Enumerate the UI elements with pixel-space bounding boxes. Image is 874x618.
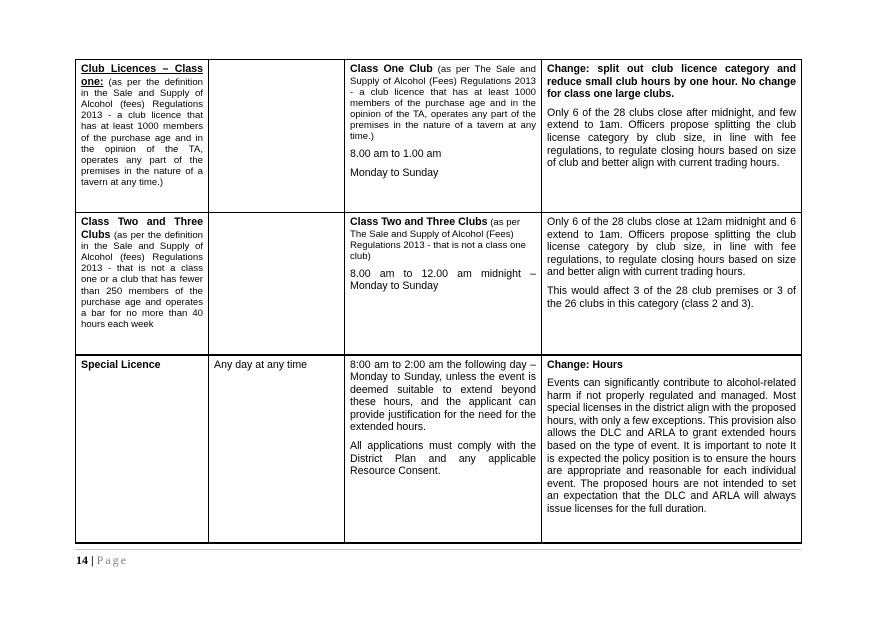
current-hours-cell: [209, 60, 345, 213]
licence-type-cell: [76, 60, 209, 213]
change-text-2: This would affect 3 of the 28 club premises or 3 of the 26 clubs in this category (class 2 and 3).: [547, 284, 796, 310]
change-cell: [542, 213, 802, 355]
licence-type-name: Special Licence: [81, 358, 161, 371]
change-text: Only 6 of the 28 clubs close after midnight, and few extend to 1am. Officers propose splitting the club license category by club size, in line with fee regulations, to regulate closing hours based on size of club and better align with current trading hours.: [547, 106, 796, 170]
change-cell: [542, 60, 802, 213]
table-row: [76, 213, 802, 355]
page-footer: [76, 553, 128, 568]
proposed-licence-name: Class Two and Three Clubs: [350, 216, 488, 228]
page-separator: |: [91, 553, 94, 567]
page-word: Page: [96, 553, 128, 567]
licence-type-cell: [76, 355, 209, 543]
footer-divider: [75, 549, 801, 550]
proposed-definition: (as per The Sale and Supply of Alcohol (Fees) Regulations 2013 - that is not a class one club): [350, 217, 526, 262]
change-cell: [542, 355, 802, 543]
proposed-hours-cell: [345, 213, 542, 355]
proposed-text: 8:00 am to 2:00 am the following day – Monday to Sunday, unless the event is deemed suitable to extend beyond these hours, and the applicant can provide justification for the need for the extended hours.: [350, 358, 536, 434]
licence-type-definition: (as per the definition in the Sale and Supply of Alcohol (fees) Regulations 2013 - that is not a class one or a club that has fewer than 250 members of the purchase age and operates a bar for no more than 40 hours each week: [81, 229, 203, 330]
proposed-definition: (as per The Sale and Supply of Alcohol (Fees) Regulations 2013 - a club licence that has at least 1000 members of the purchase age and in the opinion of the TA, operates any part of the premises in the nature of a tavern at any time.): [350, 64, 537, 143]
licence-type-name: Class Two and Three Clubs: [81, 216, 203, 241]
change-text: Only 6 of the 28 clubs close at 12am midnight and 6 extend to 1am. Officers propose splitting the club license category by club size, in line with fee regulations, to regulate closing hours based on size and better align with current trading hours.: [547, 216, 796, 279]
proposed-licence-name: Class One Club: [350, 63, 433, 75]
proposed-hours-cell: [345, 60, 542, 213]
current-hours: Any day at any time: [214, 358, 308, 371]
table-row: [76, 355, 802, 543]
licence-type-definition: (as per the definition in the Sale and Supply of Alcohol (fees) Regulations 2013 - a club licence that has at least 1000 members of the purchase age and in the opinion of the TA, operates any part of the premises in the nature of a tavern at any time.): [81, 76, 203, 188]
change-heading: Change: Hours: [547, 358, 623, 371]
licence-type-cell: [76, 213, 209, 355]
current-hours-cell: [209, 355, 345, 543]
current-hours-cell: [209, 213, 345, 355]
proposed-hours: 8.00 am to 1.00 am: [350, 148, 442, 161]
proposed-hours-cell: [345, 355, 542, 543]
change-text: Events can significantly contribute to alcohol-related harm if not properly regulated and managed. Most special licenses in the district align with the proposed hours, with only a few exceptions. This provision also allows the DLC and ARLA to grant extended hours based on the type of event. It is important to note It is expected the policy position is to ensure the hours are appropriate and reasonable for each individual event. The proposed hours are not intended to set an expectation that the DLC and ARLA will always issue licenses for the full duration.: [547, 377, 796, 516]
table-row: [76, 60, 802, 213]
page-number: 14: [76, 553, 88, 567]
proposed-text-2: All applications must comply with the District Plan and any applicable Resource Consent.: [350, 440, 536, 478]
licence-type-name: Club Licences – Class one:: [81, 63, 203, 88]
change-heading: Change: split out club licence category and reduce small club hours by one hour. No change for class one large clubs.: [547, 63, 796, 101]
proposed-hours: 8.00 am to 12.00 am midnight – Monday to Sunday: [350, 267, 536, 293]
proposed-days: Monday to Sunday: [350, 166, 439, 179]
licence-hours-table: [75, 59, 802, 544]
